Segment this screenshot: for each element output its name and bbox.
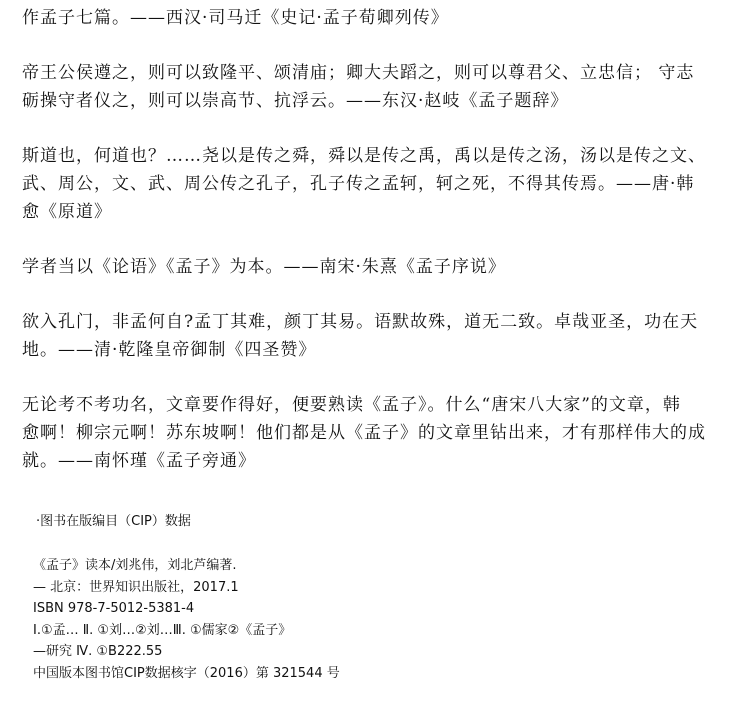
quote-text-line: 地。——清·乾隆皇帝御制《四圣赞》	[22, 340, 317, 360]
cip-record	[33, 555, 340, 685]
quote-text-line: 斯道也，何道也？……尧以是传之舜，舜以是传之禹，禹以是传之汤，汤以是传之文、	[22, 146, 706, 166]
cip-publisher-line: — 北京：世界知识出版社，2017.1	[33, 579, 239, 595]
quote-text-line: 愈《原道》	[22, 202, 112, 222]
quote-text-line: 欲入孔门，非孟何自?孟丁其难，颜丁其易。语默故殊，道无二致。卓哉亚圣，功在天	[22, 312, 699, 332]
cip-data-section	[0, 511, 730, 701]
quote-zhao-qi	[22, 59, 726, 115]
quote-text-line: 无论考不考功名，文章要作得好，便要熟读《孟子》。什么“唐宋八大家”的文章，韩	[22, 395, 681, 415]
quote-text-line: 砺操守者仪之，则可以崇高节、抗浮云。——东汉·赵岐《孟子题辞》	[22, 91, 569, 111]
quotes-section	[22, 4, 726, 502]
quote-text-line: 学者当以《论语》《孟子》为本。——南宋·朱熹《孟子序说》	[22, 257, 506, 277]
quote-sima-qian	[22, 4, 726, 32]
quote-nan-huaijin	[22, 391, 726, 475]
cip-isbn-line: ISBN 978-7-5012-5381-4	[33, 601, 195, 617]
cip-subject-line: Ⅰ.①孟… Ⅱ. ①刘…②刘…Ⅲ. ①儒家②《孟子》	[33, 622, 292, 638]
cip-record-number-line: 中国版本图书馆CIP数据核字（2016）第 321544 号	[33, 665, 340, 681]
quote-text-line: 愈啊！柳宗元啊！苏东坡啊！他们都是从《孟子》的文章里钻出来，才有那样伟大的成	[22, 423, 706, 443]
quote-text-line: 帝王公侯遵之，则可以致隆平、颂清庙；卿大夫蹈之，则可以尊君父、立忠信； 守志	[22, 63, 695, 83]
quote-han-yu	[22, 142, 726, 226]
cip-title-line: 《孟子》读本/刘兆伟，刘北芦编著.	[33, 558, 237, 573]
quote-qianlong	[22, 308, 726, 364]
quote-zhu-xi	[22, 253, 726, 281]
cip-heading: ·图书在版编目（CIP）数据	[36, 514, 191, 529]
quote-text-line: 就。——南怀瑾《孟子旁通》	[22, 451, 256, 471]
quote-text-line: 作孟子七篇。——西汉·司马迁《史记·孟子荀卿列传》	[22, 8, 449, 28]
cip-classification-line: —研究 Ⅳ. ①B222.55	[33, 644, 163, 660]
quote-text-line: 武、周公，文、武、周公传之孔子，孔子传之孟轲，轲之死，不得其传焉。——唐·韩	[22, 174, 695, 194]
